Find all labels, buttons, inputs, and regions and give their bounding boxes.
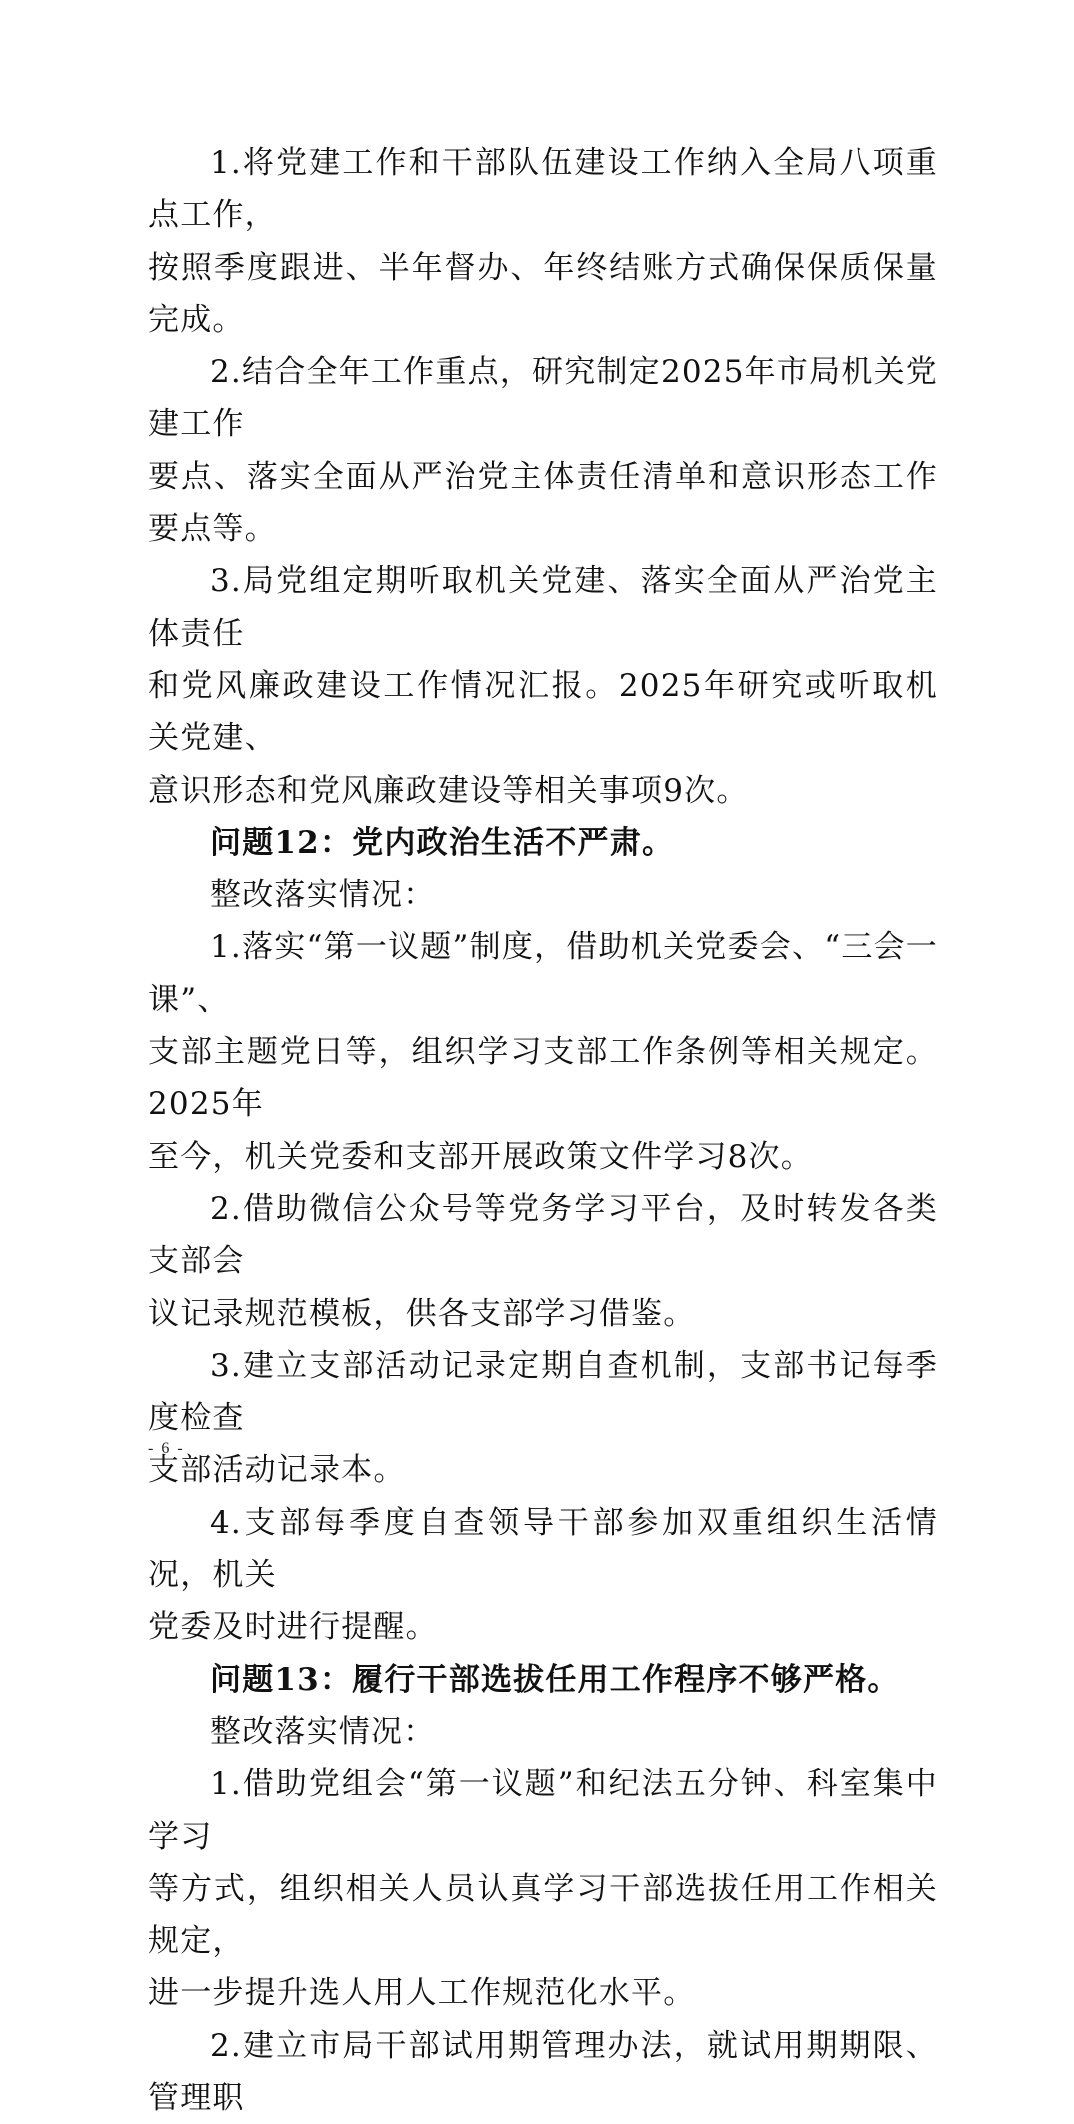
text-line: 2.建立市局干部试用期管理办法，就试用期期限、管理职 [148,2027,938,2116]
text-line: 等方式，组织相关人员认真学习干部选拔任用工作相关规定， [148,1870,938,1960]
paragraph-item-2 [148,346,938,555]
subheading-text: 整改落实情况： [210,1713,436,1750]
text-line: 4.支部每季度自查领导干部参加双重组织生活情况，机关 [148,1504,938,1594]
rectification-subheading [148,869,938,921]
text-line: 1.将党建工作和干部队伍建设工作纳入全局八项重点工作， [148,145,938,234]
text-line: 要点、落实全面从严治党主体责任清单和意识形态工作要点等。 [148,458,938,548]
text-line: 按照季度跟进、半年督办、年终结账方式确保保质保量完成。 [148,249,938,338]
text-line: 1.落实“第一议题”制度，借助机关党委会、“三会一课”、 [148,929,938,1018]
subheading-text: 整改落实情况： [210,877,436,914]
page-number: - 6 - [148,1440,185,1457]
paragraph-item-1 [148,921,938,1182]
text-line: 党委及时进行提醒。 [148,1609,438,1646]
text-line: 议记录规范模板，供各支部学习借鉴。 [148,1295,696,1332]
text-line: 进一步提升选人用人工作规范化水平。 [148,1975,696,2012]
paragraph-item-1 [148,137,938,346]
issue-13-heading [148,1654,938,1706]
text-line: 2.借助微信公众号等党务学习平台，及时转发各类支部会 [148,1190,938,1280]
text-line: 1.借助党组会“第一议题”和纪法五分钟、科室集中学习 [148,1766,938,1855]
text-line: 支部主题党日等，组织学习支部工作条例等相关规定。2025年 [148,1034,938,1123]
rectification-subheading [148,1706,938,1758]
issue-12-heading [148,817,938,869]
heading-text: 问题12：党内政治生活不严肃。 [210,824,675,861]
text-line: 和党风廉政建设工作情况汇报。2025年研究或听取机关党建、 [148,667,938,757]
paragraph-item-4 [148,1497,938,1654]
paragraph-item-2 [148,1183,938,1340]
text-line: 2.结合全年工作重点，研究制定2025年市局机关党建工作 [148,354,938,443]
text-line: 3.建立支部活动记录定期自查机制，支部书记每季度检查 [148,1347,938,1437]
paragraph-item-1 [148,1758,938,2019]
text-line: 支部活动记录本。 [148,1452,406,1489]
paragraph-item-3 [148,555,938,816]
heading-text: 问题13：履行干部选拔任用工作程序不够严格。 [210,1661,900,1698]
text-line: 意识形态和党风廉政建设等相关事项9次。 [148,772,749,809]
document-body [148,137,938,2124]
paragraph-item-3 [148,1340,938,1497]
paragraph-item-2 [148,2020,938,2124]
text-line: 3.局党组定期听取机关党建、落实全面从严治党主体责任 [148,563,938,652]
text-line: 至今，机关党委和支部开展政策文件学习8次。 [148,1138,813,1175]
